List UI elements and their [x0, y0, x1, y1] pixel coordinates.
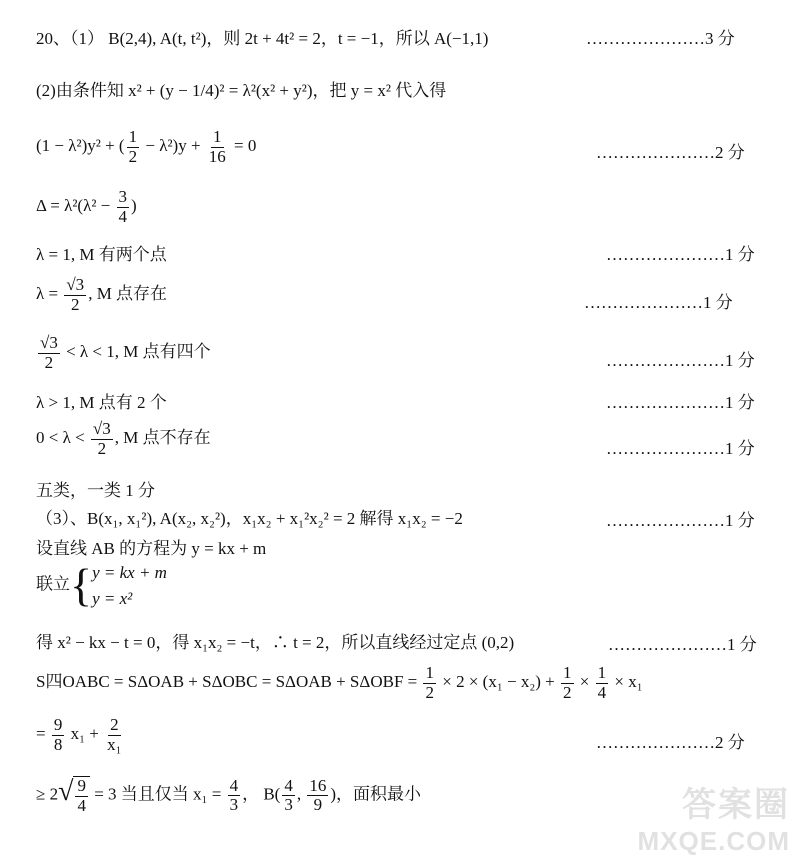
area-f2-num: 1	[563, 663, 572, 682]
area2-f2-num: 2	[110, 715, 119, 734]
final-f2-den: 3	[284, 795, 293, 815]
area-pre: S四OABC = SΔOAB + SΔOBC = SΔOAB + SΔOBF =	[36, 672, 422, 692]
case-lambda-greater-1: λ > 1, M 点有 2 个	[36, 393, 167, 412]
case5-post: , M 点不存在	[114, 428, 211, 448]
eq1-pre: (1 − λ²)y² + (	[36, 136, 125, 156]
case2-pre: λ =	[36, 284, 63, 304]
simultaneous-system	[36, 560, 167, 611]
final-fraction-1	[228, 777, 241, 815]
eq1-f1-num: 1	[128, 127, 138, 146]
final-rad-num: 9	[77, 776, 86, 795]
watermark	[638, 777, 790, 857]
score-case1: …………………1 分	[606, 245, 755, 264]
q20-part3-line: （3）、B(x₁, x₁²), A(x₂, x₂²)，x₁x₂ + x₁²x₂² = 2 解得 x₁x₂ = −2	[36, 509, 463, 528]
area-mid1: × 2 × (x₁ − x₂) +	[437, 672, 560, 692]
fixed-point-line: 得 x² − kx − t = 0，得 x₁x₂ = −t，∴ t = 2，所以直线经过定点 (0,2)	[36, 633, 515, 652]
area-fraction-2	[561, 664, 574, 702]
case-lambda-less-root3	[36, 420, 211, 458]
eq1-f2-den: 16	[208, 146, 226, 166]
system-eq2: y = x²	[92, 588, 133, 608]
case2-fraction	[64, 276, 86, 314]
case5-pre: 0 < λ <	[36, 428, 89, 448]
area-mid2: ×	[575, 672, 594, 692]
final-mid2: ， B(	[242, 784, 281, 804]
delta-pre: Δ = λ²(λ² −	[36, 196, 115, 216]
area-f3-den: 4	[597, 682, 607, 702]
area2-f2-den: x₁	[107, 734, 122, 754]
area-fraction-1	[423, 664, 436, 702]
area-simplified	[36, 716, 126, 754]
system-label: 联立	[36, 574, 70, 594]
area-fraction-3	[596, 664, 609, 702]
line-ab-equation: 设直线 AB 的方程为 y = kx + m	[36, 539, 267, 558]
case3-post: < λ < 1, M 点有四个	[61, 342, 211, 362]
final-post: )，面积最小	[330, 784, 421, 804]
area-f2-den: 2	[563, 682, 572, 702]
score-area: …………………2 分	[596, 733, 745, 752]
final-rad-den: 4	[77, 795, 86, 815]
final-mid1: = 3 当且仅当 x₁ =	[89, 784, 226, 804]
case5-den: 2	[97, 438, 107, 458]
radicand	[73, 776, 90, 815]
final-fraction-2	[282, 777, 295, 815]
delta-den: 4	[118, 206, 128, 226]
categories-note: 五类，一类 1 分	[36, 481, 155, 500]
case5-fraction	[91, 420, 113, 458]
case2-num: √3	[66, 275, 85, 294]
final-f3-num: 16	[309, 775, 327, 795]
eq1-f1-den: 2	[128, 146, 138, 166]
eq1-mid: − λ²)y +	[141, 136, 205, 156]
area2-f1-den: 8	[53, 734, 63, 754]
case2-den: 2	[71, 294, 80, 314]
final-comma: ,	[296, 784, 306, 804]
area-expression	[36, 664, 643, 702]
watermark-url: MXQE.COM	[637, 826, 790, 856]
final-f2-num: 4	[284, 775, 293, 795]
final-pre: ≥ 2	[36, 784, 59, 804]
area-f1-num: 1	[425, 663, 434, 682]
score-part1: …………………3 分	[586, 29, 735, 48]
system-equations	[92, 560, 167, 611]
sqrt-sign	[58, 776, 90, 815]
delta-num: 3	[118, 187, 128, 206]
score-part3: …………………1 分	[606, 511, 755, 530]
system-eq1: y = kx + m	[92, 563, 167, 582]
final-radicand-fraction	[75, 777, 88, 815]
case5-num: √3	[92, 419, 111, 438]
score-case3: …………………1 分	[606, 351, 755, 370]
final-fraction-3	[307, 777, 328, 815]
watermark-logo-text: 答案圈	[682, 786, 790, 824]
area2-pre: =	[36, 724, 50, 744]
case-between-root3-and-1	[36, 334, 211, 372]
score-case5: …………………1 分	[606, 439, 755, 458]
area2-f1-num: 9	[53, 715, 63, 734]
radical-icon: √	[58, 776, 74, 807]
minimum-area-conclusion	[36, 776, 421, 815]
eq1-post: = 0	[229, 136, 257, 156]
case3-den: 2	[44, 352, 54, 372]
case-lambda-1: λ = 1, M 有两个点	[36, 245, 167, 264]
score-case4: …………………1 分	[606, 393, 755, 412]
delta-fraction	[117, 188, 130, 226]
quadratic-equation	[36, 128, 256, 166]
score-case2: …………………1 分	[584, 293, 733, 312]
area2-fraction-1	[52, 716, 65, 754]
final-f3-den: 9	[313, 795, 323, 815]
q20-part1-line: 20、（1） B(2,4), A(t, t²)，则 2t + 4t² = 2，t = −1，所以 A(−1,1)	[36, 29, 489, 48]
eq1-f2-num: 1	[213, 127, 222, 146]
final-f1-num: 4	[229, 775, 239, 795]
case-lambda-root3-over-2	[36, 276, 167, 314]
final-f1-den: 3	[229, 795, 239, 815]
q20-part2-intro: (2)由条件知 x² + (y − 1/4)² = λ²(x² + y²)，把 y = x² 代入得	[36, 81, 447, 100]
case3-num: √3	[40, 333, 58, 352]
area2-fraction-2	[105, 716, 123, 754]
eq1-fraction-half	[127, 128, 140, 166]
area-f3-num: 1	[597, 663, 607, 682]
area-f1-den: 2	[425, 682, 434, 702]
case2-post: , M 点存在	[88, 284, 168, 304]
brace-icon: {	[70, 559, 93, 611]
area-post: × x₁	[610, 672, 643, 692]
delta-post: )	[131, 196, 137, 216]
eq1-fraction-sixteenth	[207, 128, 228, 166]
case3-fraction	[38, 334, 60, 372]
score-eq1: …………………2 分	[596, 143, 745, 162]
area2-mid: x₁ +	[66, 724, 104, 744]
score-fixed-point: …………………1 分	[608, 635, 757, 654]
discriminant	[36, 188, 137, 226]
